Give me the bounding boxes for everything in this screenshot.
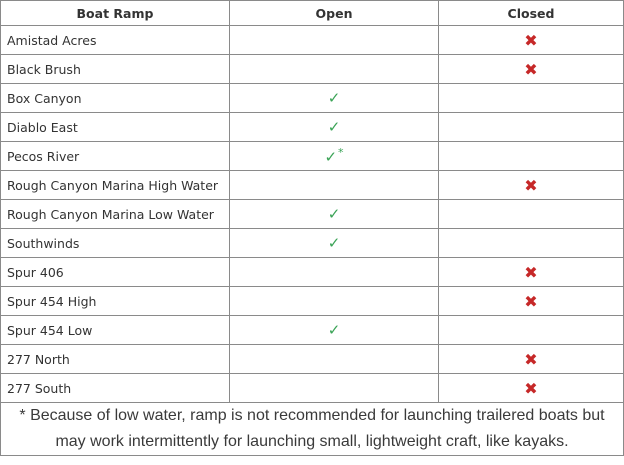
open-cell [230, 142, 439, 171]
table-row [1, 84, 624, 113]
cross-mark-icon: ✖ [524, 30, 538, 50]
closed-cell [439, 26, 624, 55]
header-open: Open [230, 1, 439, 26]
table-row [1, 229, 624, 258]
ramp-name: Black Brush [1, 55, 230, 84]
ramp-name: Rough Canyon Marina Low Water [1, 200, 230, 229]
open-cell [230, 345, 439, 374]
closed-cell [439, 374, 624, 403]
table-row [1, 374, 624, 403]
table-row [1, 287, 624, 316]
table-row [1, 316, 624, 345]
check-mark-icon: ✓ [327, 234, 341, 252]
check-mark-icon: ✓ [327, 118, 341, 136]
cross-mark-icon: ✖ [524, 291, 538, 311]
table-row [1, 171, 624, 200]
header-boat-ramp: Boat Ramp [1, 1, 230, 26]
ramp-name: 277 North [1, 345, 230, 374]
header-closed: Closed [439, 1, 624, 26]
closed-cell [439, 171, 624, 200]
open-cell [230, 229, 439, 258]
table-row [1, 55, 624, 84]
ramp-name: Spur 454 High [1, 287, 230, 316]
open-cell [230, 26, 439, 55]
closed-cell [439, 84, 624, 113]
closed-cell [439, 229, 624, 258]
cross-mark-icon: ✖ [524, 175, 538, 195]
ramp-name: Amistad Acres [1, 26, 230, 55]
table-row [1, 258, 624, 287]
closed-cell [439, 345, 624, 374]
table-row [1, 113, 624, 142]
ramp-name: Spur 454 Low [1, 316, 230, 345]
check-mark-icon: ✓ [327, 321, 341, 339]
table-row [1, 142, 624, 171]
open-cell [230, 316, 439, 345]
ramp-name: 277 South [1, 374, 230, 403]
check-mark-icon: ✓ [327, 205, 341, 223]
closed-cell [439, 55, 624, 84]
table-row [1, 200, 624, 229]
footnote-marker: * [338, 146, 344, 159]
open-cell [230, 84, 439, 113]
cross-mark-icon: ✖ [524, 59, 538, 79]
ramp-name: Spur 406 [1, 258, 230, 287]
ramp-name: Diablo East [1, 113, 230, 142]
open-cell [230, 113, 439, 142]
open-cell [230, 258, 439, 287]
ramp-name: Box Canyon [1, 84, 230, 113]
closed-cell [439, 316, 624, 345]
open-cell [230, 374, 439, 403]
closed-cell [439, 113, 624, 142]
cross-mark-icon: ✖ [524, 349, 538, 369]
table-header-row [1, 1, 624, 26]
table-row [1, 26, 624, 55]
ramp-name: Rough Canyon Marina High Water [1, 171, 230, 200]
table-row [1, 345, 624, 374]
check-mark-icon: ✓ [324, 148, 338, 166]
table-body [1, 26, 624, 403]
cross-mark-icon: ✖ [524, 262, 538, 282]
footnote-text: * Because of low water, ramp is not recommended for launching trailered boats but may work intermittently for launching small, lightweight craft, like kayaks. [1, 403, 624, 456]
open-cell [230, 171, 439, 200]
ramp-name: Southwinds [1, 229, 230, 258]
open-cell [230, 200, 439, 229]
ramp-name: Pecos River [1, 142, 230, 171]
closed-cell [439, 258, 624, 287]
closed-cell [439, 200, 624, 229]
open-cell [230, 55, 439, 84]
check-mark-icon: ✓ [327, 89, 341, 107]
cross-mark-icon: ✖ [524, 378, 538, 398]
closed-cell [439, 142, 624, 171]
open-cell [230, 287, 439, 316]
footnote-row [1, 403, 624, 456]
closed-cell [439, 287, 624, 316]
